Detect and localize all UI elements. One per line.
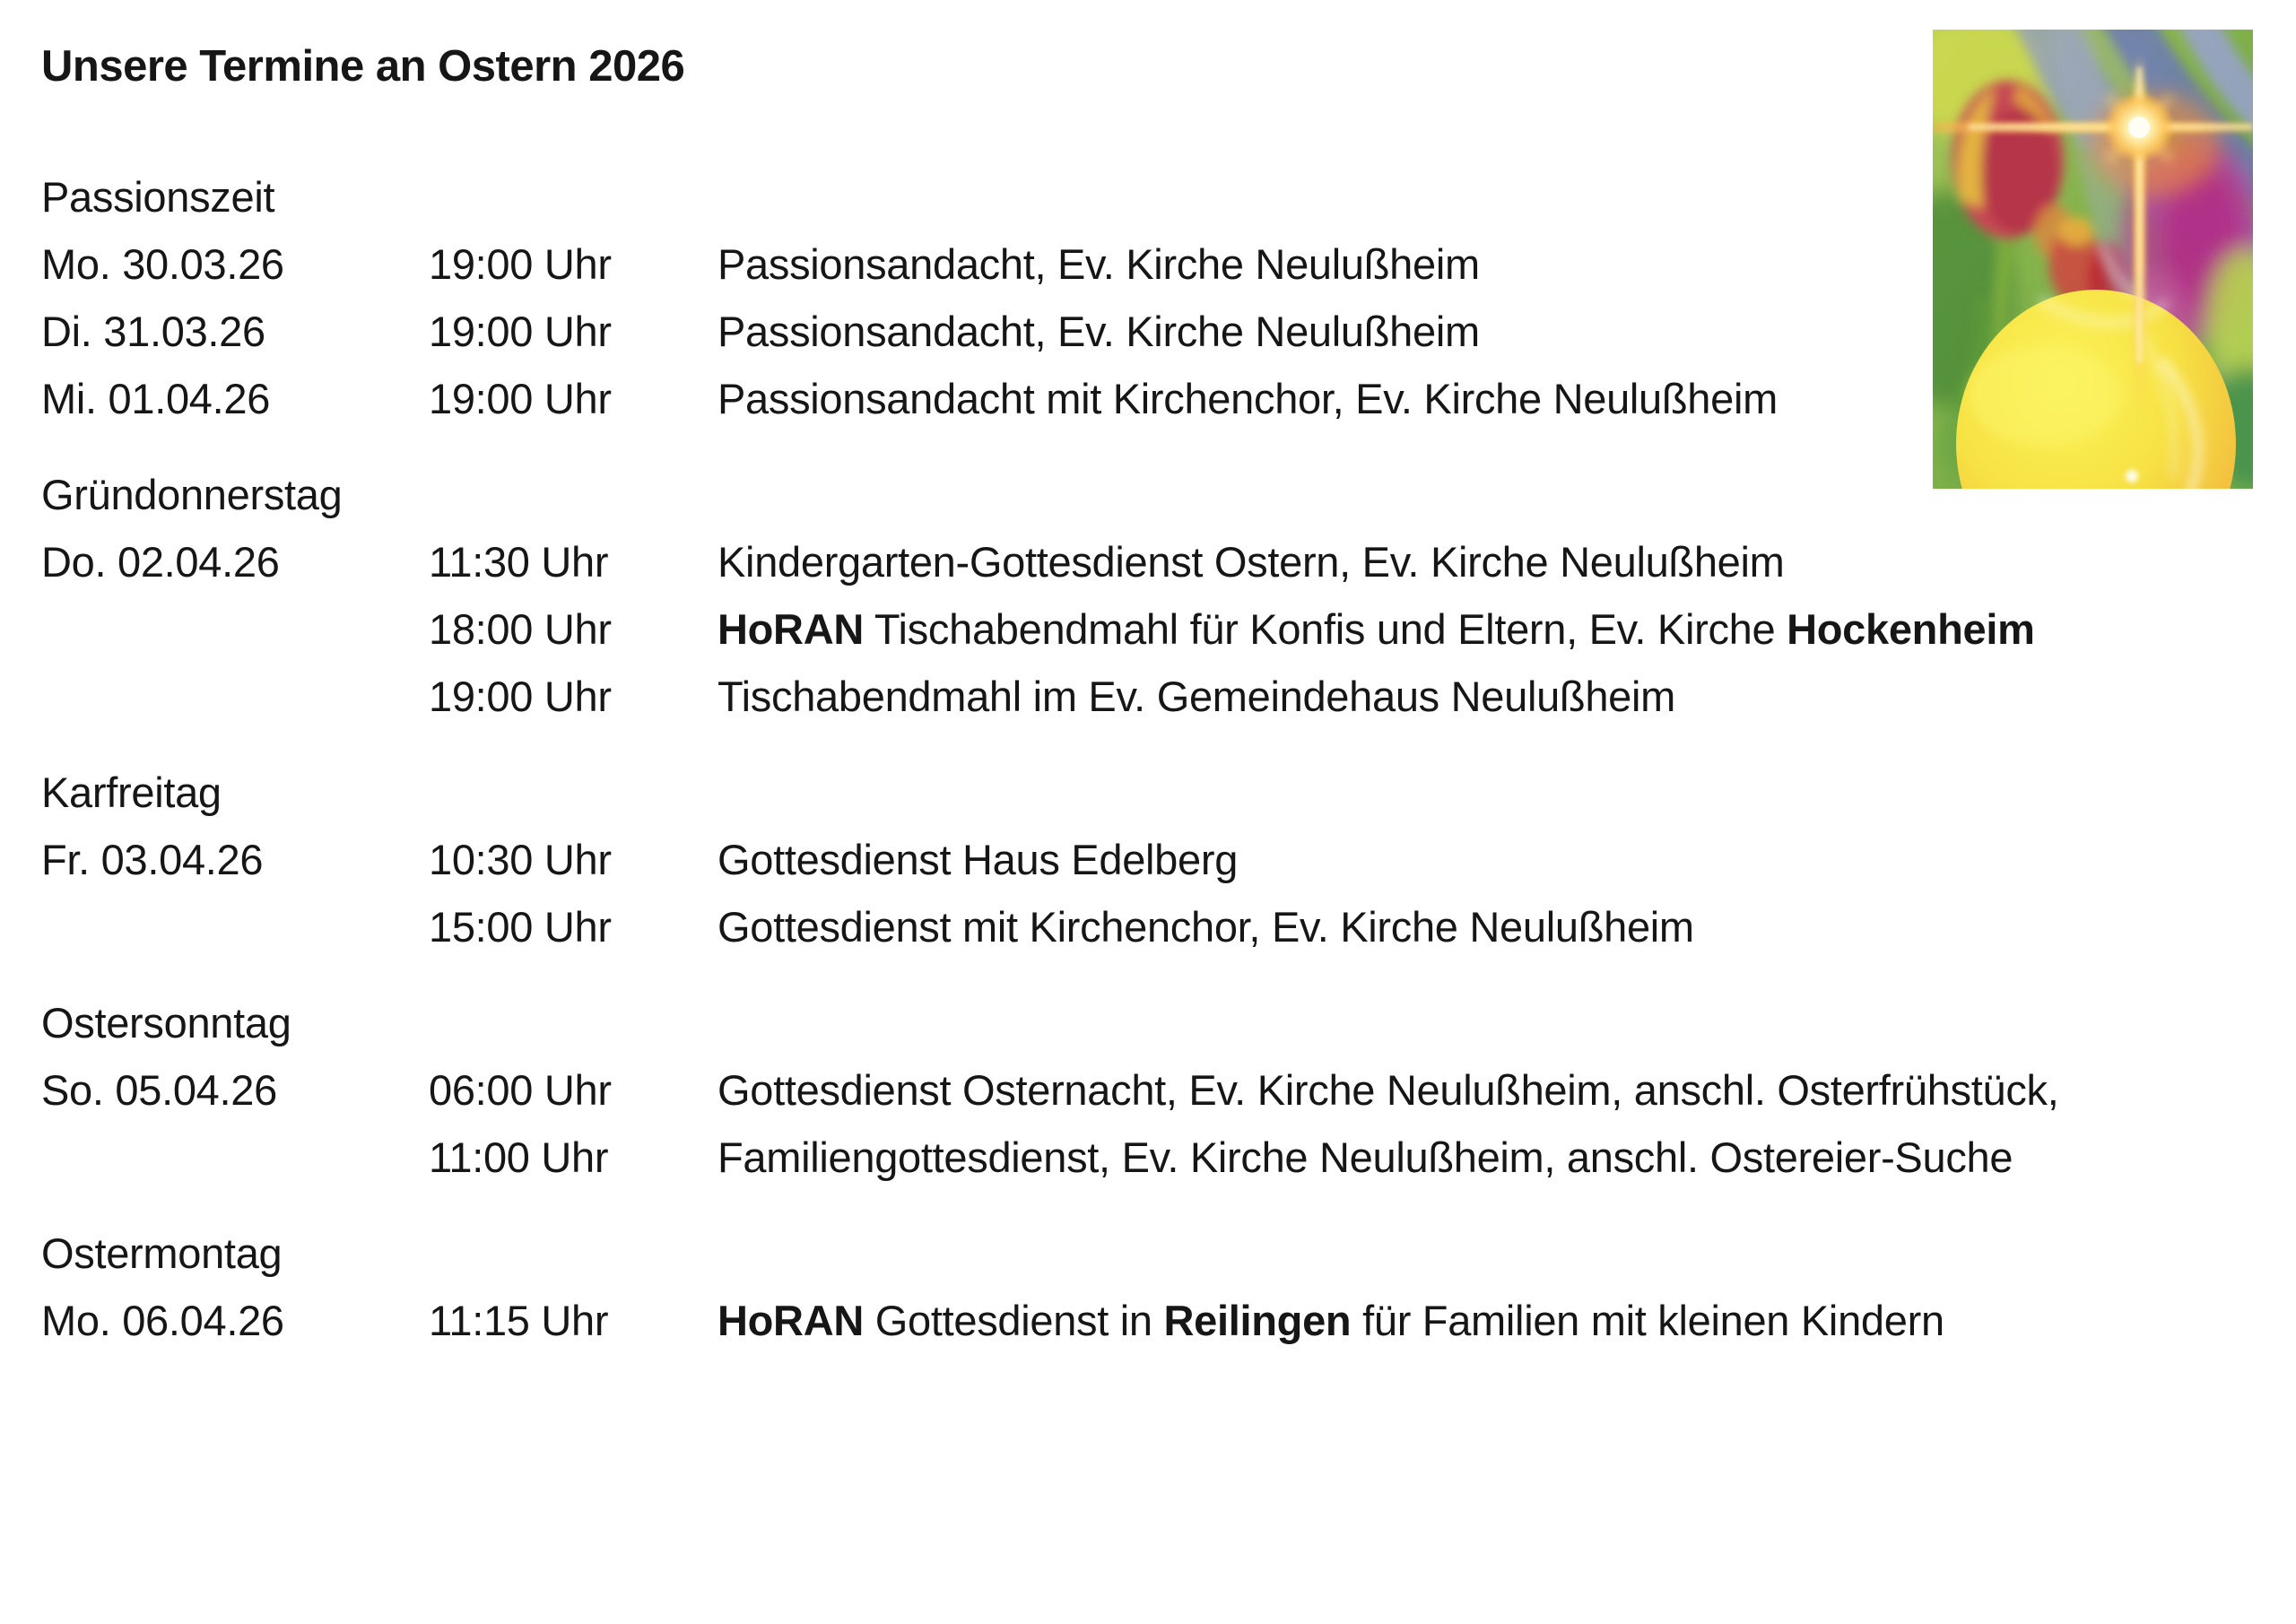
event-date: [41, 595, 429, 663]
description-segment: Gottesdienst in: [863, 1297, 1164, 1344]
section-rows: [41, 1287, 2296, 1354]
event-date: Mo. 06.04.26: [41, 1297, 284, 1344]
event-time: 19:00 Uhr: [429, 240, 612, 288]
description-segment: Tischabendmahl im Ev. Gemeindehaus Neulußheim: [718, 673, 1676, 720]
event-row: [41, 663, 2296, 730]
schedule-section: [41, 461, 2296, 730]
event-description: [718, 595, 2296, 663]
event-row: [41, 826, 2296, 893]
event-date: So. 05.04.26: [41, 1066, 277, 1114]
event-row: [41, 1124, 2296, 1191]
event-time: 15:00 Uhr: [429, 903, 612, 951]
event-row: [41, 893, 2296, 960]
event-time: 06:00 Uhr: [429, 1066, 612, 1114]
event-date: Di. 31.03.26: [41, 308, 265, 355]
description-bold-segment: Reilingen: [1163, 1297, 1352, 1344]
section-header: Karfreitag: [41, 769, 222, 816]
event-time: 11:30 Uhr: [429, 538, 609, 586]
event-row: [41, 528, 2296, 595]
section-header: Passionszeit: [41, 173, 275, 221]
event-time: 19:00 Uhr: [429, 673, 612, 720]
event-date: Mo. 30.03.26: [41, 240, 284, 288]
description-bold-segment: Hockenheim: [1787, 605, 2035, 653]
event-description: [718, 826, 2296, 893]
event-time: 11:00 Uhr: [429, 1133, 609, 1181]
description-segment: Passionsandacht, Ev. Kirche Neulußheim: [718, 240, 1480, 288]
event-time: 19:00 Uhr: [429, 308, 612, 355]
event-description: [718, 528, 2296, 595]
section-rows: [41, 1056, 2296, 1191]
description-segment: für Familien mit kleinen Kindern: [1351, 1297, 1944, 1344]
easter-photo: [1933, 30, 2253, 489]
event-date: [41, 893, 429, 960]
event-time: 11:15 Uhr: [429, 1297, 609, 1344]
section-rows: [41, 826, 2296, 960]
schedule-section: [41, 759, 2296, 960]
description-segment: Kindergarten-Gottesdienst Ostern, Ev. Kirche Neulußheim: [718, 538, 1785, 586]
event-date: Fr. 03.04.26: [41, 836, 264, 883]
description-segment: Gottesdienst Osternacht, Ev. Kirche Neulußheim, anschl. Osterfrühstück,: [718, 1066, 2059, 1114]
event-time: 18:00 Uhr: [429, 605, 612, 653]
event-row: [41, 595, 2296, 663]
event-date: Mi. 01.04.26: [41, 375, 271, 422]
schedule-section: [41, 989, 2296, 1191]
event-description: [718, 1124, 2296, 1191]
description-segment: Familiengottesdienst, Ev. Kirche Neulußheim, anschl. Ostereier-Suche: [718, 1133, 2013, 1181]
description-segment: Passionsandacht mit Kirchenchor, Ev. Kirche Neulußheim: [718, 375, 1778, 422]
page-title: Unsere Termine an Ostern 2026: [41, 42, 685, 91]
event-row: [41, 1287, 2296, 1354]
event-description: [718, 663, 2296, 730]
schedule-section: [41, 1220, 2296, 1354]
description-segment: Tischabendmahl für Konfis und Eltern, Ev. Kirche: [863, 605, 1787, 653]
section-header: Ostersonntag: [41, 999, 291, 1046]
event-time: 10:30 Uhr: [429, 836, 612, 883]
event-row: [41, 1056, 2296, 1124]
event-date: [41, 1124, 429, 1191]
event-description: [718, 893, 2296, 960]
section-header: Ostermontag: [41, 1229, 283, 1277]
description-segment: Gottesdienst mit Kirchenchor, Ev. Kirche Neulußheim: [718, 903, 1694, 951]
description-bold-segment: HoRAN: [718, 1297, 864, 1344]
description-segment: Passionsandacht, Ev. Kirche Neulußheim: [718, 308, 1480, 355]
description-bold-segment: HoRAN: [718, 605, 864, 653]
description-segment: Gottesdienst Haus Edelberg: [718, 836, 1239, 883]
event-date: [41, 663, 429, 730]
event-date: Do. 02.04.26: [41, 538, 280, 586]
section-rows: [41, 528, 2296, 730]
event-time: 19:00 Uhr: [429, 375, 612, 422]
event-description: [718, 1287, 2296, 1354]
event-description: [718, 1056, 2296, 1124]
section-header: Gründonnerstag: [41, 471, 343, 518]
